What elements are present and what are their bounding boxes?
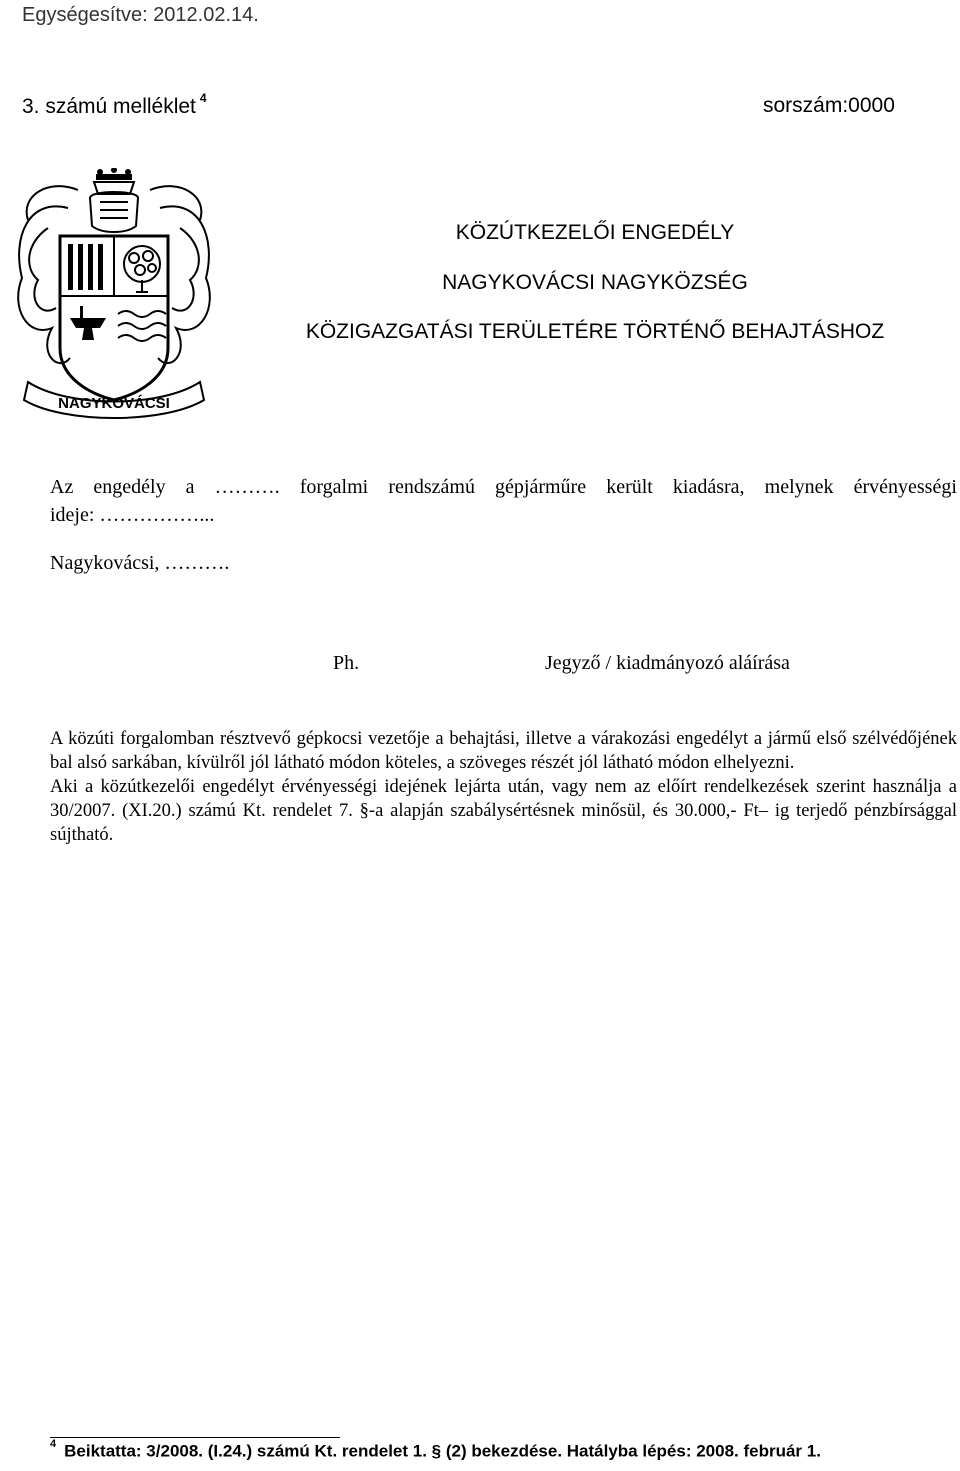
coat-of-arms-logo (8, 168, 220, 420)
place-date-line: Nagykovácsi, ………. (50, 552, 230, 574)
line-word: Az (50, 476, 74, 498)
header-date: Egységesítve: 2012.02.14. (22, 4, 259, 26)
line-word: kiadásra, (672, 476, 745, 498)
line-word: forgalmi (299, 476, 369, 498)
annex-label-text: 3. számú melléklet (22, 95, 196, 118)
signature-label: Jegyző / kiadmányozó aláírása (545, 652, 790, 674)
validity-line: ideje: ……………... (50, 504, 215, 526)
title-permit: KÖZÚTKEZELŐI ENGEDÉLY (455, 221, 735, 244)
footnote-number: 4 (50, 1438, 57, 1450)
permit-vehicle-line (50, 476, 957, 499)
footnote (50, 1438, 821, 1462)
rule-paragraph-display: A közúti forgalomban résztvevő gépkocsi vezetője a behajtási, illetve a várakozási engedélyt a jármű első szélvédőjének bal alsó sarkában, kívülről jól látható módon köteles, a szöveges részét jól látható módon elhelyezni. (50, 729, 957, 773)
line-word: érvényességi (853, 476, 957, 498)
title-municipality: NAGYKOVÁCSI NAGYKÖZSÉG (442, 271, 748, 294)
line-word: melynek (764, 476, 834, 498)
rules-text (50, 727, 957, 847)
annex-label (22, 91, 207, 119)
annex-footnote-ref: 4 (199, 91, 207, 105)
line-word: a (185, 476, 195, 498)
plate-blank: ………. (214, 476, 280, 498)
line-word: engedély (93, 476, 166, 498)
line-word: rendszámú (388, 476, 475, 498)
footnote-text: Beiktatta: 3/2008. (I.24.) számú Kt. rendelet 1. § (2) bekezdése. Hatályba lépés: 2008. február 1. (64, 1441, 821, 1461)
footnote-divider (50, 1437, 340, 1438)
title-scope: KÖZIGAZGATÁSI TERÜLETÉRE TÖRTÉNŐ BEHAJTÁSHOZ (305, 320, 885, 343)
banner-text: NAGYKOVÁCSI (58, 395, 170, 412)
line-word: gépjárműre (495, 476, 587, 498)
rule-paragraph-penalty: Aki a közútkezelői engedélyt érvényességi idejének lejárta után, vagy nem az előírt rendelkezések szerint használja a 30/2007. (XI.20.) számú Kt. rendelet 7. §-a alapján szabálysértésnek minősül, és 30.000,- Ft– ig terjedő pénzbírsággal sújtható. (50, 777, 957, 845)
stamp-label: Ph. (333, 652, 360, 674)
line-word: került (606, 476, 653, 498)
